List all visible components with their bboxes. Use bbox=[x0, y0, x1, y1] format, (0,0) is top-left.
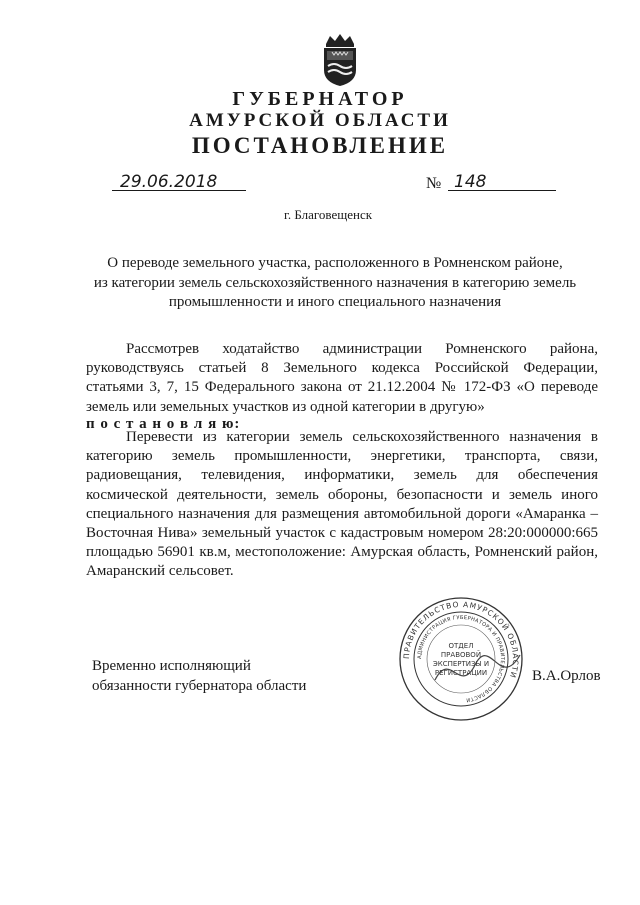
paragraph-line: радиовещания, телевидения, информатики, земель для обеспечения bbox=[86, 467, 598, 484]
stamp-inner-text: АДМИНИСТРАЦИЯ ГУБЕРНАТОРА И ПРАВИТЕЛЬСТВА ОБЛАСТИ bbox=[416, 614, 506, 703]
paragraph-line: статьями 3, 7, 15 Федерального закона от 21.12.2004 № 172-ФЗ «О переводе bbox=[86, 379, 598, 396]
body-paragraph-2 bbox=[86, 428, 598, 582]
position-line: Временно исполняющий bbox=[92, 658, 251, 674]
document-subject bbox=[80, 254, 590, 313]
document-type-title: ПОСТАНОВЛЕНИЕ bbox=[191, 133, 449, 158]
paragraph-line: Восточная Нива» земельный участок с кадастровым номером 28:20:000000:665 bbox=[86, 525, 598, 542]
paragraph-line: Перевести из категории земель сельскохозяйственного назначения в bbox=[126, 429, 598, 445]
body-paragraph-1 bbox=[86, 340, 598, 417]
header-title-region: АМУРСКОЙ ОБЛАСТИ bbox=[189, 110, 451, 131]
paragraph-line: космической деятельности, земель обороны, безопасности и земель иного bbox=[86, 486, 598, 503]
coat-of-arms-icon bbox=[318, 32, 362, 88]
paragraph-line: площадью 56901 кв.м, местоположение: Амурская область, Ромненский район, bbox=[86, 544, 598, 561]
stamp-center-line: ОТДЕЛ bbox=[448, 642, 474, 650]
date-field bbox=[112, 174, 246, 194]
city-label: г. Благовещенск bbox=[284, 207, 373, 222]
paragraph-line: категорию земель промышленности, энергетики, транспорта, связи, bbox=[86, 448, 598, 465]
signatory-name: В.А.Орлов bbox=[532, 668, 601, 684]
number-handwritten: 148 bbox=[454, 172, 487, 192]
date-handwritten: 29.06.2018 bbox=[120, 172, 218, 192]
header-title-governor: ГУБЕРНАТОР bbox=[232, 88, 408, 110]
signatory-position bbox=[92, 656, 306, 696]
official-stamp bbox=[398, 596, 524, 722]
number-label: № bbox=[426, 175, 442, 192]
paragraph-line: специального назначения для размещения автомобильной дороги «Амаранка – bbox=[86, 505, 598, 522]
stamp-center-line: ПРАВОВОЙ bbox=[440, 651, 482, 659]
paragraph-line: Амаранский сельсовет. bbox=[86, 563, 234, 580]
resolve-word: п о с т а н о в л я ю: bbox=[86, 416, 241, 432]
position-line: обязанности губернатора области bbox=[92, 678, 307, 694]
subject-line: из категории земель сельскохозяйственного назначения в категорию земель bbox=[93, 274, 577, 291]
paragraph-line: руководствуясь статьей 8 Земельного кодекса Российской Федерации, bbox=[86, 360, 598, 377]
paragraph-line: земель или земельных участков из одной категории в другую» bbox=[86, 398, 485, 415]
subject-line: промышленности и иного специального назначения bbox=[168, 294, 502, 311]
stamp-outer-text: ПРАВИТЕЛЬСТВО АМУРСКОЙ ОБЛАСТИ bbox=[401, 599, 521, 680]
subject-line: О переводе земельного участка, расположенного в Ромненском районе, bbox=[107, 255, 563, 271]
paragraph-line: Рассмотрев ходатайство администрации Ромненского района, bbox=[126, 341, 598, 357]
stamp-center-line: РЕГИСТРАЦИИ bbox=[434, 669, 488, 677]
stamp-center-line: ЭКСПЕРТИЗЫ И bbox=[432, 660, 490, 668]
number-field bbox=[448, 174, 556, 194]
